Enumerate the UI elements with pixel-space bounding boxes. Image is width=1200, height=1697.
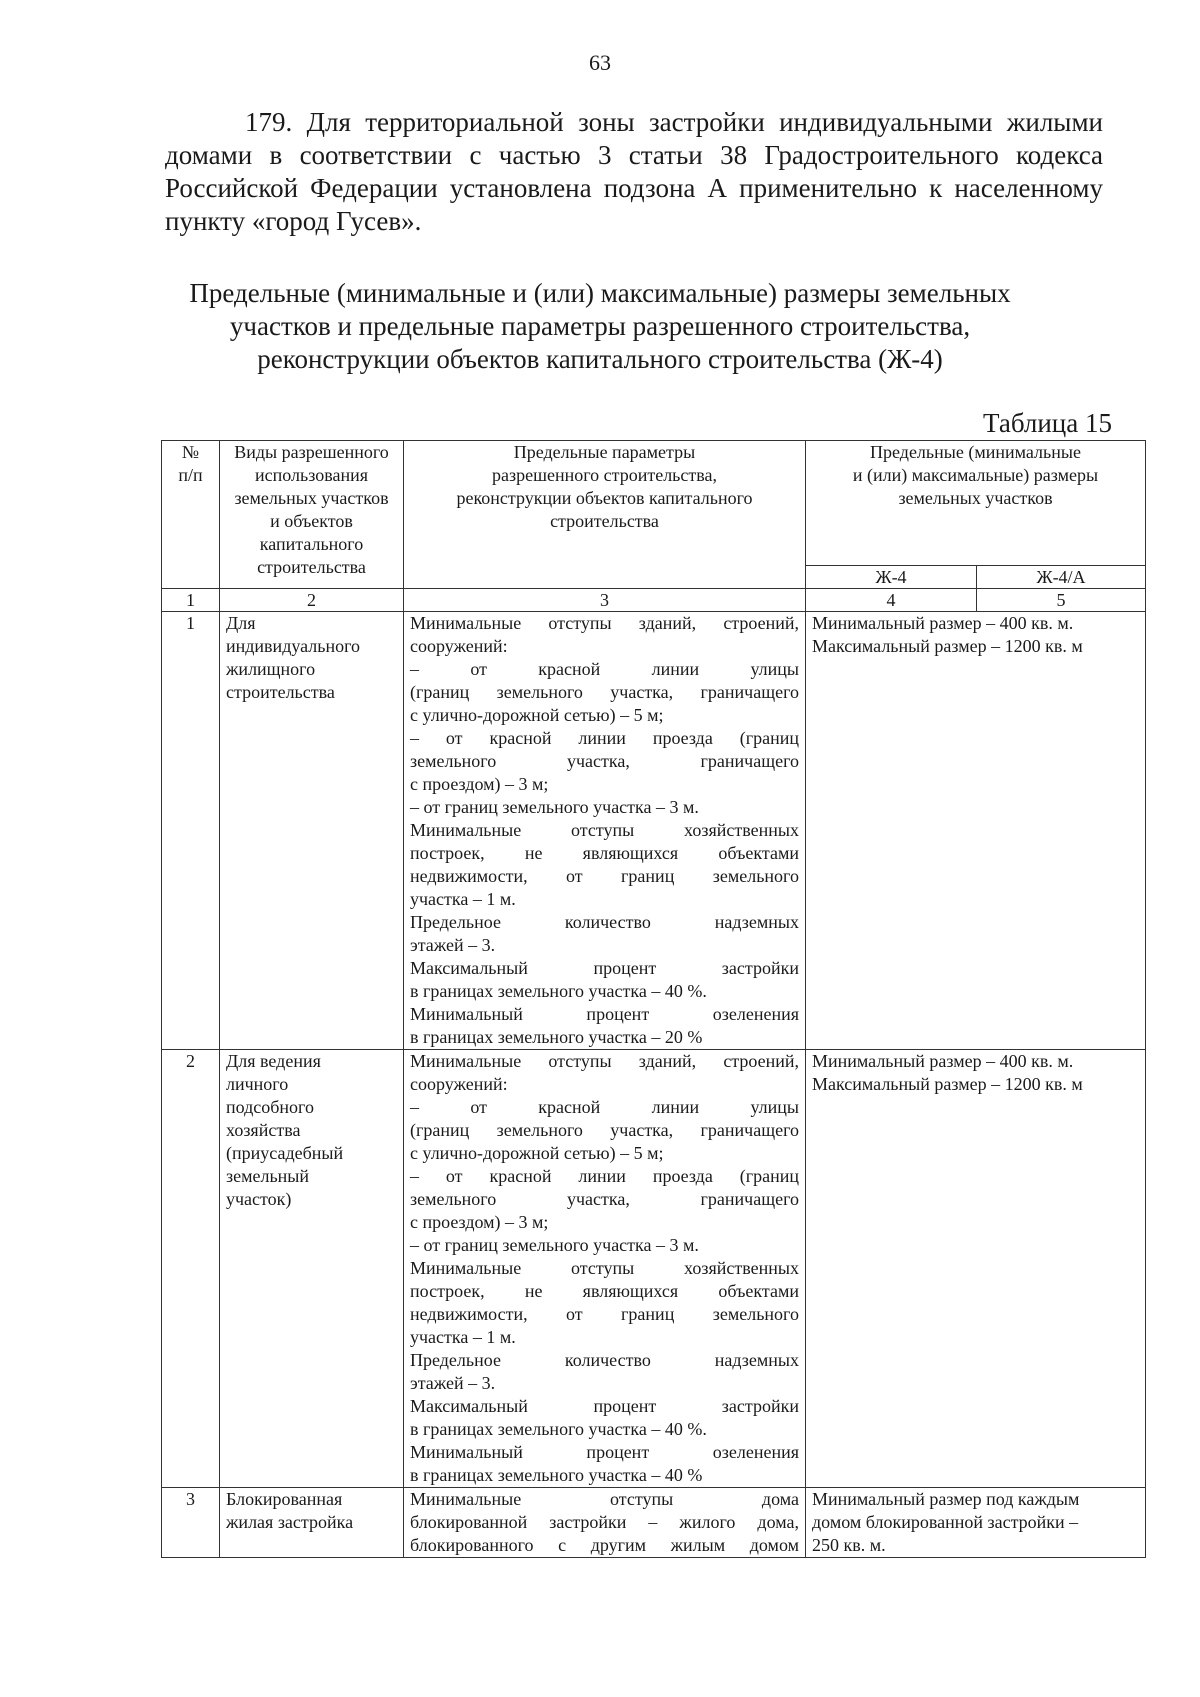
intro-paragraph: 179. Для территориальной зоны застройки индивидуальными жилыми домами в соответствии с частью 3 статьи 38 Градостроительного кодекса Российской Федерации установлена подзона А применительно к населенному пункту «город Гусев». bbox=[165, 107, 1103, 236]
header-text: строительства bbox=[550, 511, 659, 531]
kind-line: Для ведения bbox=[226, 1051, 321, 1071]
heading-line: реконструкции объектов капитального строительства (Ж-4) bbox=[257, 344, 943, 374]
row-sizes bbox=[806, 612, 1146, 1050]
header-text: использования bbox=[254, 465, 368, 485]
header-text: и объектов bbox=[270, 511, 353, 531]
param-line: земельного участка, граничащего bbox=[410, 1189, 799, 1209]
param-line: – от красной линии проезда (границ bbox=[410, 1166, 799, 1186]
size-line: 250 кв. м. bbox=[812, 1535, 886, 1555]
header-text: реконструкции объектов капитального bbox=[456, 488, 753, 508]
heading-line: Предельные (минимальные и (или) максимальные) размеры земельных bbox=[189, 278, 1011, 308]
heading-line: участков и предельные параметры разрешенного строительства, bbox=[229, 311, 971, 341]
header-text: земельных участков bbox=[898, 488, 1053, 508]
size-line: Минимальный размер – 400 кв. м. bbox=[812, 1051, 1074, 1071]
header-sizes bbox=[806, 441, 1146, 566]
param-line: в границах земельного участка – 40 %. bbox=[410, 1419, 707, 1439]
header-text: Предельные (минимальные bbox=[870, 442, 1081, 462]
size-line: домом блокированной застройки – bbox=[812, 1512, 1079, 1532]
param-line: Минимальные отступы хозяйственных bbox=[410, 820, 799, 840]
param-line: Минимальные отступы хозяйственных bbox=[410, 1258, 799, 1278]
header-text: строительства bbox=[257, 557, 366, 577]
row-number: 1 bbox=[162, 612, 220, 1050]
kind-line: жилая застройка bbox=[226, 1512, 354, 1532]
kind-line: жилищного bbox=[226, 659, 316, 679]
param-line: – от красной линии улицы bbox=[410, 659, 799, 679]
header-text: Предельные параметры bbox=[513, 442, 696, 462]
row-kind bbox=[220, 612, 404, 1050]
param-line: с улично-дорожной сетью) – 5 м; bbox=[410, 1143, 664, 1163]
table-label: Таблица 15 bbox=[983, 408, 1112, 438]
param-line: в границах земельного участка – 20 % bbox=[410, 1027, 703, 1047]
header-text: земельных участков bbox=[234, 488, 389, 508]
param-line: сооружений: bbox=[410, 1074, 508, 1094]
param-line: этажей – 3. bbox=[410, 935, 496, 955]
row-sizes bbox=[806, 1488, 1146, 1558]
kind-line: подсобного bbox=[226, 1097, 314, 1117]
table-row bbox=[162, 612, 1146, 1050]
header-num bbox=[162, 441, 220, 589]
param-line: участка – 1 м. bbox=[410, 889, 516, 909]
param-line: с улично-дорожной сетью) – 5 м; bbox=[410, 705, 664, 725]
page-number: 63 bbox=[589, 50, 611, 75]
column-index-row bbox=[162, 589, 1146, 612]
header-text: и (или) максимальные) размеры bbox=[852, 465, 1099, 485]
param-line: с проездом) – 3 м; bbox=[410, 1212, 549, 1232]
kind-line: строительства bbox=[226, 682, 335, 702]
row-number: 3 bbox=[162, 1488, 220, 1558]
param-line: (границ земельного участка, граничащего bbox=[410, 682, 799, 702]
param-line: недвижимости, от границ земельного bbox=[410, 866, 799, 886]
row-number: 2 bbox=[162, 1050, 220, 1488]
table-heading bbox=[140, 277, 1060, 376]
param-line: Минимальные отступы дома bbox=[410, 1489, 799, 1509]
kind-line: участок) bbox=[226, 1189, 292, 1209]
size-line: Минимальный размер под каждым bbox=[812, 1489, 1080, 1509]
kind-line: Блокированная bbox=[226, 1489, 343, 1509]
header-params bbox=[404, 441, 806, 589]
param-line: блокированного с другим жилым домом bbox=[410, 1535, 799, 1555]
param-line: земельного участка, граничащего bbox=[410, 751, 799, 771]
param-line: Минимальные отступы зданий, строений, bbox=[410, 1051, 799, 1071]
regulations-table bbox=[161, 440, 1146, 1558]
column-index: 2 bbox=[220, 589, 404, 612]
column-index: 3 bbox=[404, 589, 806, 612]
header-text: разрешенного строительства, bbox=[492, 465, 717, 485]
param-line: – от границ земельного участка – 3 м. bbox=[410, 797, 699, 817]
param-line: этажей – 3. bbox=[410, 1373, 496, 1393]
kind-line: земельный bbox=[226, 1166, 310, 1186]
header-text: капитального bbox=[259, 534, 364, 554]
table-row bbox=[162, 1050, 1146, 1488]
param-line: в границах земельного участка – 40 %. bbox=[410, 981, 707, 1001]
size-line: Максимальный размер – 1200 кв. м bbox=[812, 1074, 1083, 1094]
row-params bbox=[404, 1050, 806, 1488]
kind-line: Для bbox=[226, 613, 256, 633]
param-line: сооружений: bbox=[410, 636, 508, 656]
row-kind bbox=[220, 1050, 404, 1488]
param-line: Минимальные отступы зданий, строений, bbox=[410, 613, 799, 633]
param-line: с проездом) – 3 м; bbox=[410, 774, 549, 794]
column-index: 1 bbox=[162, 589, 220, 612]
column-index: 4 bbox=[806, 589, 977, 612]
header-row bbox=[162, 441, 1146, 566]
row-params bbox=[404, 1488, 806, 1558]
size-line: Максимальный размер – 1200 кв. м bbox=[812, 636, 1083, 656]
param-line: Минимальный процент озеленения bbox=[410, 1442, 799, 1462]
param-line: Предельное количество надземных bbox=[410, 1350, 799, 1370]
header-text: Виды разрешенного bbox=[234, 442, 389, 462]
param-line: в границах земельного участка – 40 % bbox=[410, 1465, 703, 1485]
param-line: Максимальный процент застройки bbox=[410, 958, 799, 978]
param-line: – от границ земельного участка – 3 м. bbox=[410, 1235, 699, 1255]
param-line: Минимальный процент озеленения bbox=[410, 1004, 799, 1024]
kind-line: (приусадебный bbox=[226, 1143, 344, 1163]
row-kind bbox=[220, 1488, 404, 1558]
param-line: блокированной застройки – жилого дома, bbox=[410, 1512, 799, 1532]
param-line: – от красной линии проезда (границ bbox=[410, 728, 799, 748]
param-line: Максимальный процент застройки bbox=[410, 1396, 799, 1416]
header-text: п/п bbox=[178, 465, 203, 485]
row-sizes bbox=[806, 1050, 1146, 1488]
param-line: Предельное количество надземных bbox=[410, 912, 799, 932]
header-zh4a: Ж-4/А bbox=[977, 566, 1146, 589]
kind-line: личного bbox=[226, 1074, 289, 1094]
param-line: участка – 1 м. bbox=[410, 1327, 516, 1347]
param-line: построек, не являющихся объектами bbox=[410, 843, 799, 863]
header-kind bbox=[220, 441, 404, 589]
param-line: построек, не являющихся объектами bbox=[410, 1281, 799, 1301]
kind-line: хозяйства bbox=[226, 1120, 301, 1140]
size-line: Минимальный размер – 400 кв. м. bbox=[812, 613, 1074, 633]
row-params bbox=[404, 612, 806, 1050]
param-line: недвижимости, от границ земельного bbox=[410, 1304, 799, 1324]
table-row bbox=[162, 1488, 1146, 1558]
kind-line: индивидуального bbox=[226, 636, 361, 656]
header-text: № bbox=[181, 442, 200, 462]
header-zh4: Ж-4 bbox=[806, 566, 977, 589]
param-line: (границ земельного участка, граничащего bbox=[410, 1120, 799, 1140]
column-index: 5 bbox=[977, 589, 1146, 612]
param-line: – от красной линии улицы bbox=[410, 1097, 799, 1117]
